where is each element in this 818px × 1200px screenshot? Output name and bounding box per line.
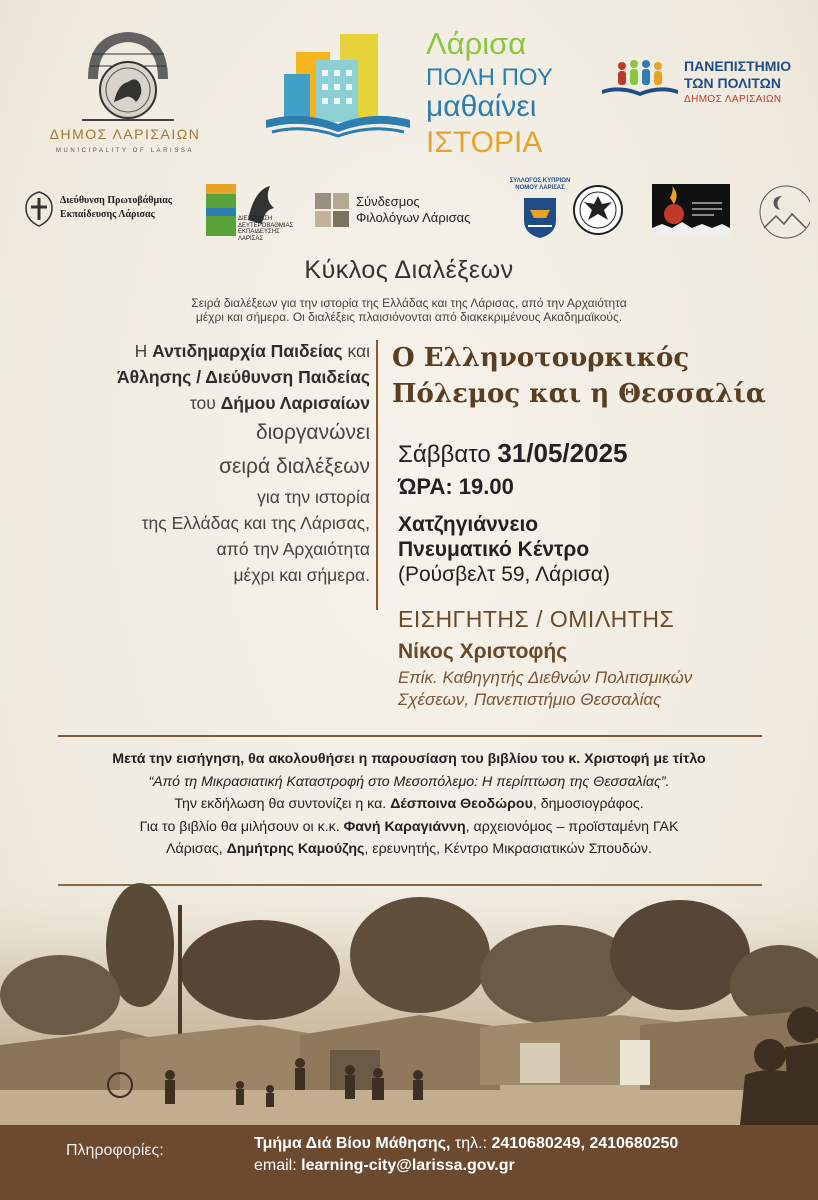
footer-dept: Τμήμα Διά Βίου Μάθησης, [254, 1135, 451, 1152]
speaker-name: Νίκος Χριστοφής [398, 640, 568, 663]
university-line2: ΤΩΝ ΠΟΛΙΤΩΝ [684, 75, 782, 91]
organizer-line4: διοργανώνει [255, 421, 370, 444]
lecture-title [392, 340, 812, 412]
partner-logos [0, 180, 818, 244]
speaker-position [398, 667, 808, 711]
info-line1: Μετά την εισήγηση, θα ακολουθήσει η παρουσίαση του βιβλίου του κ. Χριστοφή με τίτλο [112, 751, 706, 767]
secondary-ed-line4: ΛΑΡΙΣΑΣ [238, 235, 264, 242]
info-l4-post: , αρχειονόμος – προϊσταμένη ΓΑΚ [465, 818, 679, 835]
footer-email[interactable]: learning-city@larissa.gov.gr [301, 1157, 515, 1174]
primary-ed-line2: Εκπαίδευσης Λάρισας [60, 209, 155, 220]
series-subtitle-line2: μέχρι και σήμερα. Οι διαλέξεις πλαισιόνονται από διακεκριμένους Ακαδημαϊκούς. [195, 310, 623, 324]
eagle-emblem-icon [572, 184, 624, 236]
footer-label: Πληροφορίες: [66, 1142, 164, 1159]
series-subtitle [0, 296, 818, 324]
organizer-block [40, 338, 370, 588]
info-l3-pre: Την εκδήλωση θα συντονίζει η κα. [174, 796, 391, 813]
lecture-venue [398, 512, 610, 587]
footer-phone-line [254, 1135, 678, 1153]
footer-contact [0, 1125, 818, 1200]
lecture-date [398, 438, 628, 469]
city-buildings-book-icon [258, 24, 418, 164]
secondary-ed-text [238, 216, 293, 242]
info-l4-pre: Για το βιβλίο θα μιλήσουν οι κ.κ. [139, 818, 344, 835]
moon-mountain-logo-icon [758, 182, 810, 240]
cypriots-text [500, 178, 580, 192]
organizer-l1-post: και [342, 341, 370, 361]
lecture-title-line1: Ο Ελληνοτουρκικός [392, 343, 690, 373]
citizens-university-logo [600, 50, 800, 110]
organizer-line5: σειρά διαλέξεων [219, 455, 370, 478]
organizer-l1-bold: Αντιδημαρχία Παιδείας [152, 341, 343, 361]
secondary-ed-line3: ΕΚΠΑΙΔΕΥΣΗΣ [238, 229, 280, 235]
info-line4 [140, 819, 679, 835]
info-l5-bold: Δημήτρης Καμούζης [226, 841, 365, 858]
learning-city-logo [258, 24, 558, 164]
cypriots-shield-icon [520, 196, 560, 240]
municipality-name: ΔΗΜΟΣ ΛΑΡΙΣΑΙΩΝ [49, 126, 201, 142]
organizer-l3-bold: Δήμου Λαρισαίων [220, 393, 370, 413]
organizer-line9: μέχρι και σήμερα. [233, 565, 370, 585]
secondary-ed-line2: ΔΕΥΤΕΡΟΒΑΘΜΙΑΣ [238, 222, 294, 229]
speaker-label: ΕΙΣΗΓΗΤΗΣ / ΟΜΙΛΗΤΗΣ [398, 606, 675, 632]
info-l5-pre: Λάρισας, [166, 841, 227, 858]
info-l4-bold: Φανή Καραγιάννη [343, 818, 466, 835]
cypriots-line2: ΝΟΜΟΥ ΛΑΡΙΣΑΣ [515, 185, 565, 191]
organizer-line2 [40, 364, 370, 390]
book-presentation-info [30, 748, 788, 861]
organizer-l1-pre: Η [134, 341, 153, 361]
venue-line1: Χατζηγιάννειο [398, 513, 539, 536]
university-line1: ΠΑΝΕΠΙΣΤΗΜΙΟ [684, 58, 792, 74]
info-l3-bold: Δέσποινα Θεοδώρου [390, 796, 533, 813]
philologists-logo-icon [314, 192, 350, 228]
greek-coat-of-arms-icon [22, 190, 56, 228]
organizer-line1 [40, 338, 370, 364]
philologists-line2: Φιλολόγων Λάρισας [356, 210, 471, 225]
series-subtitle-line1: Σειρά διαλέξεων για την ιστορία της Ελλάδας και της Λάρισας, από την Αρχαιότητα [191, 296, 627, 310]
city-logo-line2: ΠΟΛΗ ΠΟΥ [426, 64, 553, 91]
info-l3-post: , δημοσιογράφος. [532, 796, 644, 813]
philologists-line1: Σύνδεσμος [356, 194, 420, 209]
historical-photo [0, 875, 818, 1125]
city-logo-line3: μαθαίνει [426, 90, 537, 123]
lecture-day: Σάββατο [398, 441, 491, 468]
organizer-line8: από την Αρχαιότητα [216, 539, 370, 559]
university-line3: ΔΗΜΟΣ ΛΑΡΙΣΑΙΩΝ [684, 94, 782, 105]
vertical-divider [376, 340, 378, 610]
lecture-title-line2: Πόλεμος και η Θεσσαλία [392, 379, 766, 409]
lecture-date-value: 31/05/2025 [497, 438, 628, 468]
series-title: Κύκλος Διαλέξεων [304, 256, 514, 284]
city-logo-line4: ΙΣΤΟΡΙΑ [426, 126, 543, 159]
secondary-ed-line1: ΔΙΕΥΘΥΝΣΗ [238, 216, 273, 222]
lecture-time: ΏΡΑ: 19.00 [398, 474, 514, 499]
speaker-pos-line1: Επίκ. Καθηγητής Διεθνών Πολιτισμικών [398, 668, 693, 687]
venue-address: (Ρούσβελτ 59, Λάρισα) [398, 563, 610, 586]
divider-top [58, 735, 762, 737]
footer-email-line [254, 1157, 515, 1175]
footer-email-label: email: [254, 1157, 302, 1174]
city-logo-line1: Λάρισα [426, 26, 527, 61]
municipality-emblem-icon [78, 24, 178, 124]
footer-phone-label: τηλ.: [450, 1135, 492, 1152]
info-line2: “Από τη Μικρασιατική Καταστροφή στο Μεσοπόλεμο: Η περίπτωση της Θεσσαλίας”. [148, 773, 670, 790]
primary-ed-line1: Διεύθυνση Πρωτοβάθμιας [60, 195, 173, 206]
anniversary-1922-logo-icon [652, 184, 730, 236]
municipality-logo [30, 20, 220, 160]
municipality-subtitle: MUNICIPALITY OF LARISSA [55, 148, 195, 154]
organizer-l2-bold: Άθλησης / Διεύθυνση Παιδείας [117, 367, 370, 387]
organizer-line3 [40, 390, 370, 416]
organizer-line7: της Ελλάδας και της Λάρισας, [141, 513, 370, 533]
people-book-icon [600, 56, 680, 106]
footer-phones: 2410680249, 2410680250 [491, 1135, 679, 1152]
venue-line2: Πνευματικό Κέντρο [398, 538, 590, 561]
info-line3 [174, 796, 643, 812]
speaker-pos-line2: Σχέσεων, Πανεπιστήμιο Θεσσαλίας [398, 690, 662, 709]
info-line5 [166, 841, 652, 857]
organizer-line6: για την ιστορία [257, 487, 370, 507]
info-l5-post: , ερευνητής, Κέντρο Μικρασιατικών Σπουδών. [364, 841, 652, 858]
cypriots-line1: ΣΥΛΛΟΓΟΣ ΚΥΠΡΙΩΝ [509, 178, 571, 184]
organizer-l3-pre: του [189, 393, 221, 413]
